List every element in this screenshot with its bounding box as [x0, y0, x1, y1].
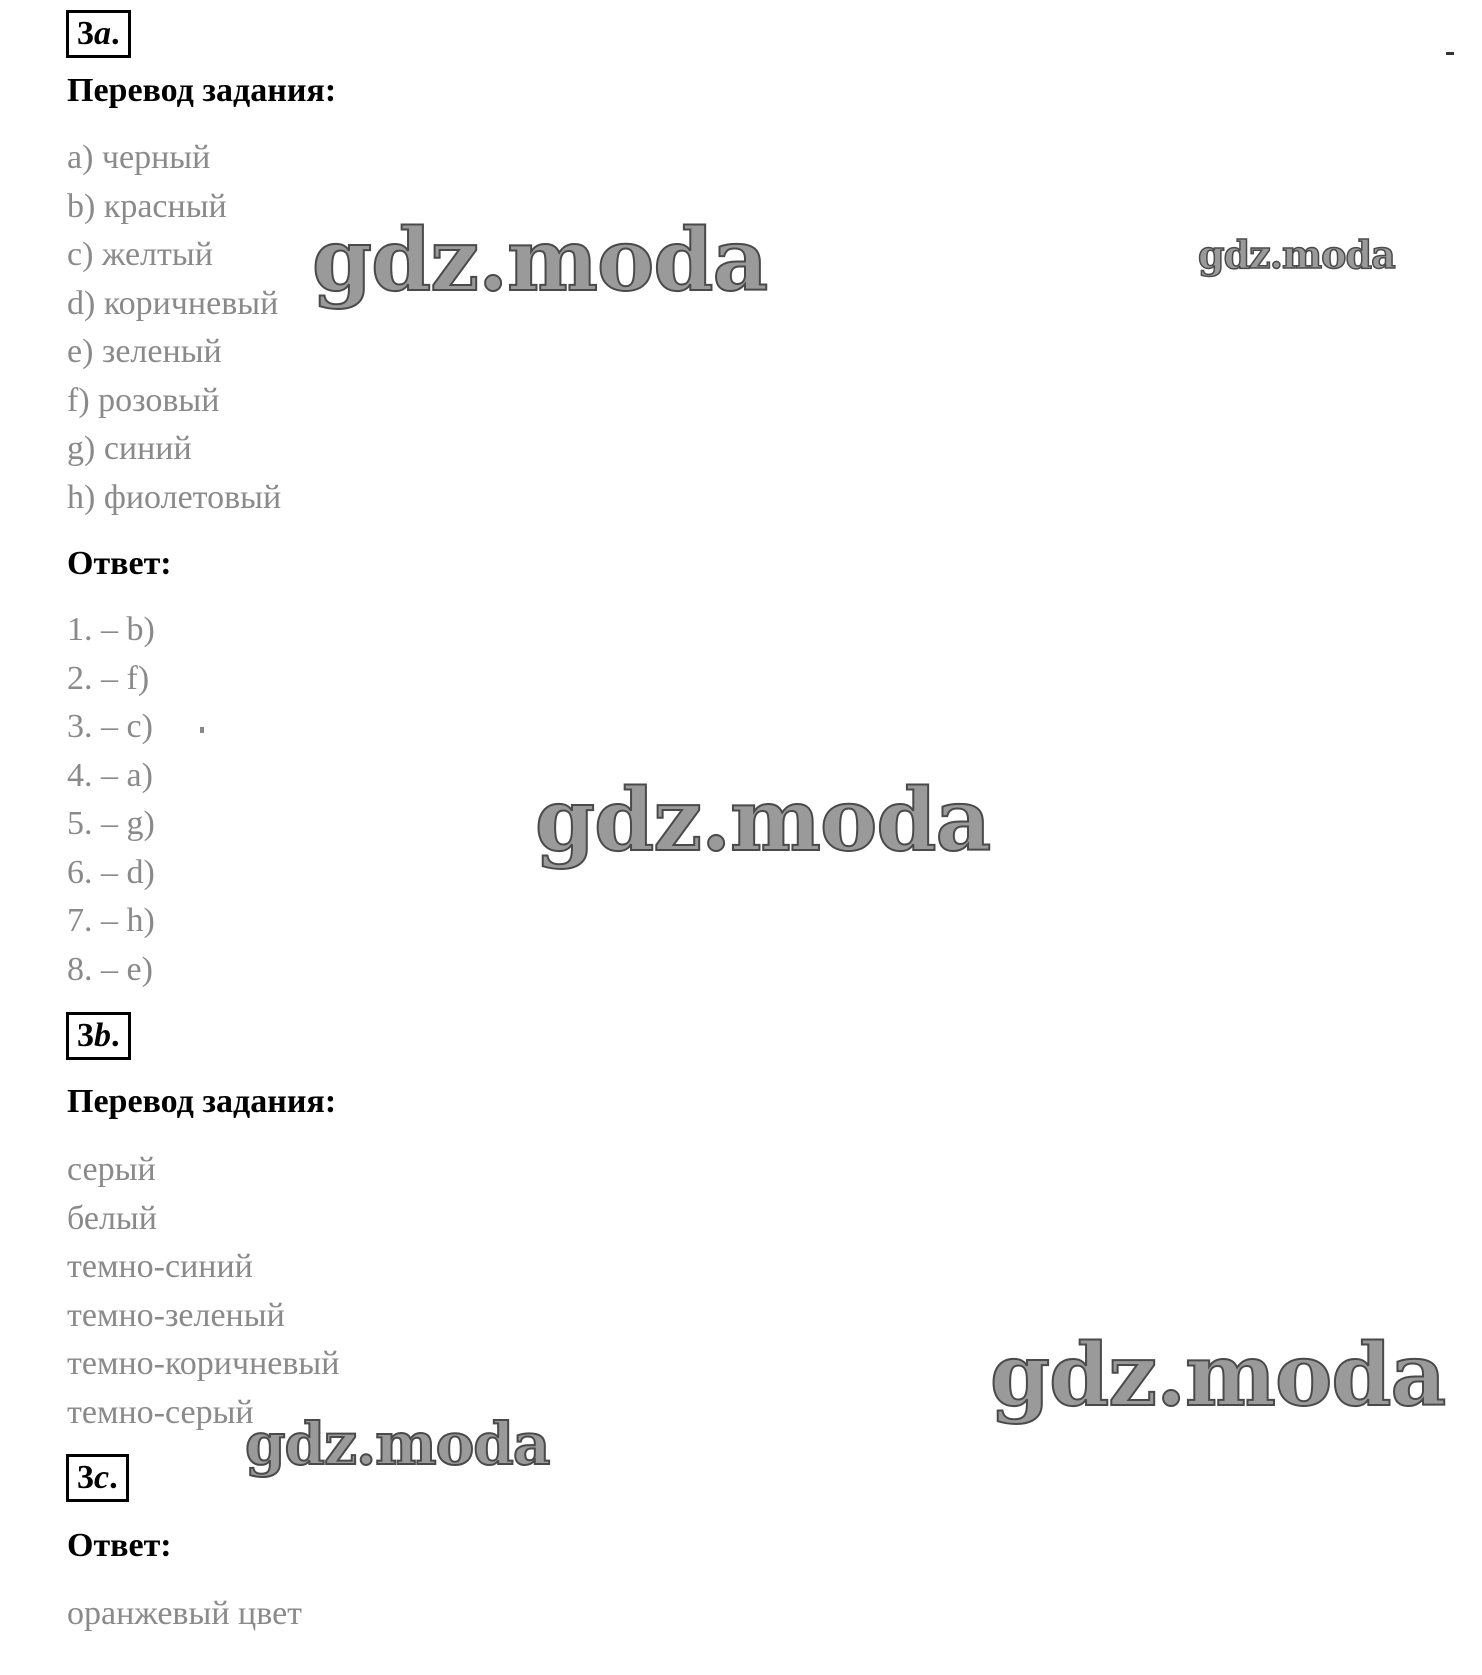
list-item: белый: [67, 1199, 157, 1237]
task-3c-label: [66, 1454, 129, 1502]
task-dot: .: [111, 15, 120, 52]
list-item: b) красный: [67, 187, 227, 225]
list-item: d) коричневый: [67, 284, 279, 322]
translation-heading-3a: Перевод задания:: [67, 72, 337, 109]
answer-list-3c: [67, 1590, 302, 1639]
list-item: 7. – h): [67, 902, 155, 939]
watermark-logo: gdz.moda: [1198, 232, 1395, 277]
list-item: темно-коричневый: [67, 1345, 340, 1382]
task-3a-label: [66, 10, 131, 58]
list-item: f) розовый: [67, 381, 220, 419]
answer-list-3a: [67, 606, 155, 994]
list-item: 6. – d): [67, 853, 155, 891]
list-item: c) желтый: [67, 236, 213, 273]
list-item: 3. – c): [67, 708, 153, 745]
task-dot: .: [109, 1459, 118, 1496]
watermark-logo: gdz.moda: [312, 210, 768, 311]
task-number: 3: [77, 1459, 94, 1496]
task-number: 3: [77, 1017, 94, 1054]
answer-heading-3c: Ответ:: [67, 1527, 172, 1564]
list-item: темно-зеленый: [67, 1296, 285, 1334]
list-item: темно-серый: [67, 1393, 254, 1431]
list-item: g) синий: [67, 430, 192, 467]
task-3b-label: [66, 1012, 131, 1060]
list-item: e) зеленый: [67, 333, 222, 370]
watermark-logo: gdz.moda: [245, 1410, 550, 1478]
scan-mark: [1446, 52, 1454, 55]
list-item: a) черный: [67, 139, 211, 176]
translation-list-3b: [67, 1146, 339, 1437]
list-item: 8. – e): [67, 950, 153, 988]
list-item: темно-синий: [67, 1248, 253, 1285]
task-dot: .: [111, 1017, 120, 1054]
list-item: серый: [67, 1151, 156, 1188]
list-item: 4. – a): [67, 756, 153, 794]
task-letter: a: [94, 15, 111, 52]
translation-heading-3b: Перевод задания:: [67, 1083, 337, 1120]
watermark-logo: gdz.moda: [535, 770, 991, 871]
list-item: h) фиолетовый: [67, 478, 282, 516]
task-number: 3: [77, 15, 94, 52]
list-item: 1. – b): [67, 611, 155, 648]
list-item: 5. – g): [67, 805, 155, 842]
list-item: 2. – f): [67, 659, 150, 697]
answer-text: оранжевый цвет: [67, 1595, 303, 1632]
watermark-logo: gdz.moda: [990, 1325, 1446, 1426]
task-letter: c: [94, 1459, 110, 1496]
scan-mark: [200, 727, 204, 733]
task-letter: b: [94, 1017, 111, 1054]
translation-list-3a: [67, 134, 281, 522]
answer-heading-3a: Ответ:: [67, 545, 172, 582]
